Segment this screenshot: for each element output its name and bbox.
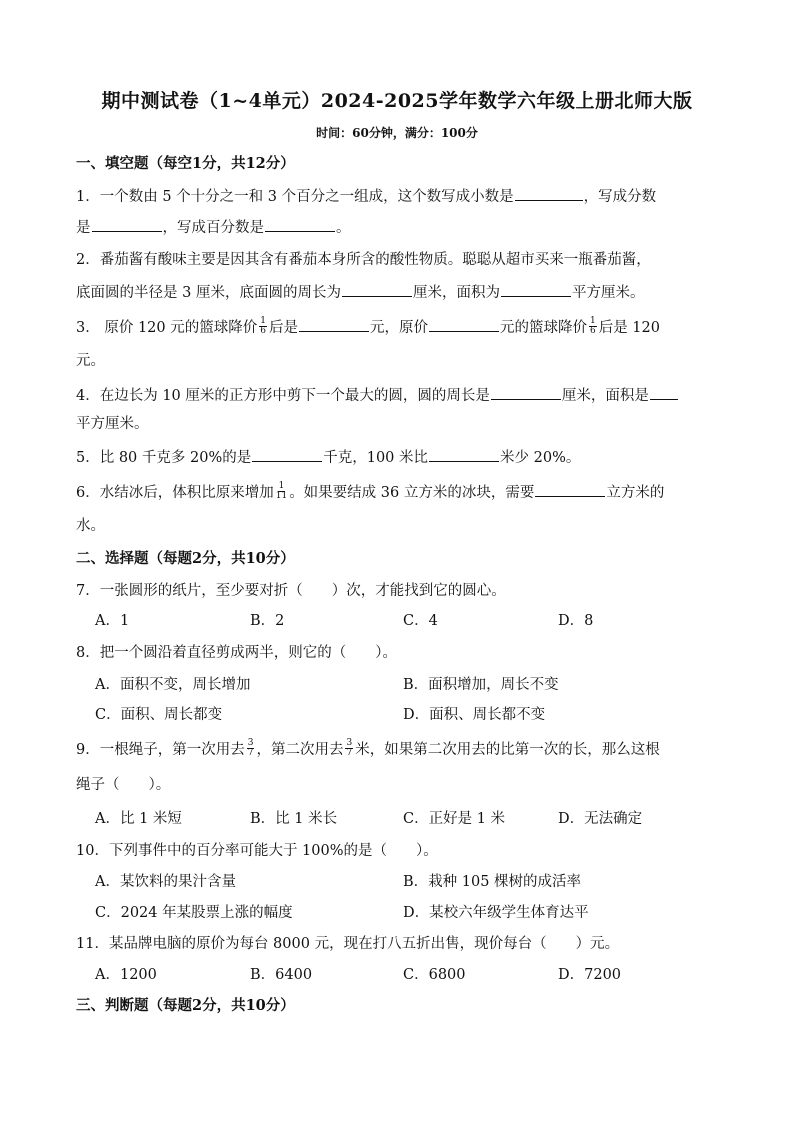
answer-blank[interactable] xyxy=(252,447,322,462)
option-a[interactable]: A．1 xyxy=(95,613,130,629)
option-d[interactable]: D．面积、周长都不变 xyxy=(403,707,546,723)
question-3-line-1: 3． 原价 120 元的篮球降价 $\frac{1}{6}$ 后是 元，原价 元的篮球降价 $\frac{1}{6}$ 后是 120 xyxy=(76,315,660,336)
answer-blank[interactable] xyxy=(515,186,583,201)
section-heading-true-false: 三、判断题（每题2分，共10分） xyxy=(76,997,295,1014)
question-6-line-1: 6．水结冰后，体积比原来增加 $\frac{1}{11}$ 。如果要结成 36 立方米的冰块，需要 立方米的 xyxy=(76,480,665,501)
question-7: 7．一张圆形的纸片，至少要对折（ ）次，才能找到它的圆心。 xyxy=(76,583,506,599)
question-2-line-2: 底面圆的半径是 3 厘米，底面圆的周长为 厘米，面积为 平方厘米。 xyxy=(76,282,644,303)
answer-blank[interactable] xyxy=(501,282,571,297)
option-d[interactable]: D．8 xyxy=(558,613,594,629)
section-heading-fill-blank: 一、填空题（每空1分，共12分） xyxy=(76,155,295,172)
fraction: $\frac{1}{6}$ xyxy=(589,315,596,336)
option-c[interactable]: C．面积、周长都变 xyxy=(95,707,223,723)
option-c[interactable]: C．2024 年某股票上涨的幅度 xyxy=(95,905,293,921)
option-d[interactable]: D．无法确定 xyxy=(558,811,643,827)
option-c[interactable]: C．正好是 1 米 xyxy=(403,811,506,827)
question-11: 11．某品牌电脑的原价为每台 8000 元，现在打八五折出售，现价每台（ ）元。 xyxy=(76,936,620,952)
option-b[interactable]: B．面积增加，周长不变 xyxy=(403,677,559,693)
answer-blank[interactable] xyxy=(535,482,605,497)
fraction: $\frac{3}{7}$ xyxy=(247,737,254,758)
question-6-line-2: 水。 xyxy=(76,518,105,534)
option-d[interactable]: D．某校六年级学生体育达平 xyxy=(403,905,589,921)
question-8: 8．把一个圆沿着直径剪成两半，则它的（ ）。 xyxy=(76,645,397,661)
fraction: $\frac{1}{6}$ xyxy=(260,315,266,336)
option-a[interactable]: A．比 1 米短 xyxy=(95,811,182,827)
question-5: 5．比 80 千克多 20%的是 千克，100 米比 米少 20%。 xyxy=(76,447,580,468)
option-c[interactable]: C．6800 xyxy=(403,967,466,983)
option-a[interactable]: A．1200 xyxy=(95,967,157,983)
option-b[interactable]: B．比 1 米长 xyxy=(250,811,338,827)
answer-blank[interactable] xyxy=(265,217,335,232)
question-9-line-2: 绳子（ ）。 xyxy=(76,777,171,793)
question-1-line-1: 1．一个数由 5 个十分之一和 3 个百分之一组成，这个数写成小数是 ，写成分数 xyxy=(76,186,656,207)
answer-blank[interactable] xyxy=(92,217,162,232)
answer-blank[interactable] xyxy=(491,385,561,400)
fraction: $\frac{1}{11}$ xyxy=(275,480,288,501)
question-3-line-2: 元。 xyxy=(76,353,105,369)
option-b[interactable]: B．2 xyxy=(250,613,285,629)
fraction: $\frac{3}{7}$ xyxy=(346,737,353,758)
section-heading-choice: 二、选择题（每题2分，共10分） xyxy=(76,550,295,567)
exam-time-score: 时间：60分钟，满分：100分 xyxy=(316,126,478,140)
answer-blank[interactable] xyxy=(429,447,499,462)
page-title: 期中测试卷（1~4单元）2024-2025学年数学六年级上册北师大版 xyxy=(101,90,693,112)
answer-blank[interactable] xyxy=(299,317,369,332)
option-b[interactable]: B．6400 xyxy=(250,967,313,983)
option-c[interactable]: C．4 xyxy=(403,613,438,629)
option-a[interactable]: A．面积不变，周长增加 xyxy=(95,677,251,693)
question-4-line-1: 4．在边长为 10 厘米的正方形中剪下一个最大的圆，圆的周长是 厘米，面积是 xyxy=(76,385,679,406)
answer-blank[interactable] xyxy=(342,282,412,297)
option-d[interactable]: D．7200 xyxy=(558,967,622,983)
question-9-line-1: 9．一根绳子，第一次用去 $\frac{3}{7}$ ，第二次用去 $\frac{3}{7}$ 米，如果第二次用去的比第一次的长，那么这根 xyxy=(76,737,660,758)
answer-blank[interactable] xyxy=(429,317,499,332)
answer-blank[interactable] xyxy=(650,385,678,400)
question-2-line-1: 2．番茄酱有酸味主要是因其含有番茄本身所含的酸性物质。聪聪从超市买来一瓶番茄酱， xyxy=(76,252,651,268)
question-1-line-2: 是 ，写成百分数是 。 xyxy=(76,217,351,238)
option-a[interactable]: A．某饮料的果汁含量 xyxy=(95,874,236,890)
option-b[interactable]: B．栽种 105 棵树的成活率 xyxy=(403,874,582,890)
question-4-line-2: 平方厘米。 xyxy=(76,416,149,432)
question-10: 10．下列事件中的百分率可能大于 100%的是（ ）。 xyxy=(76,843,438,859)
